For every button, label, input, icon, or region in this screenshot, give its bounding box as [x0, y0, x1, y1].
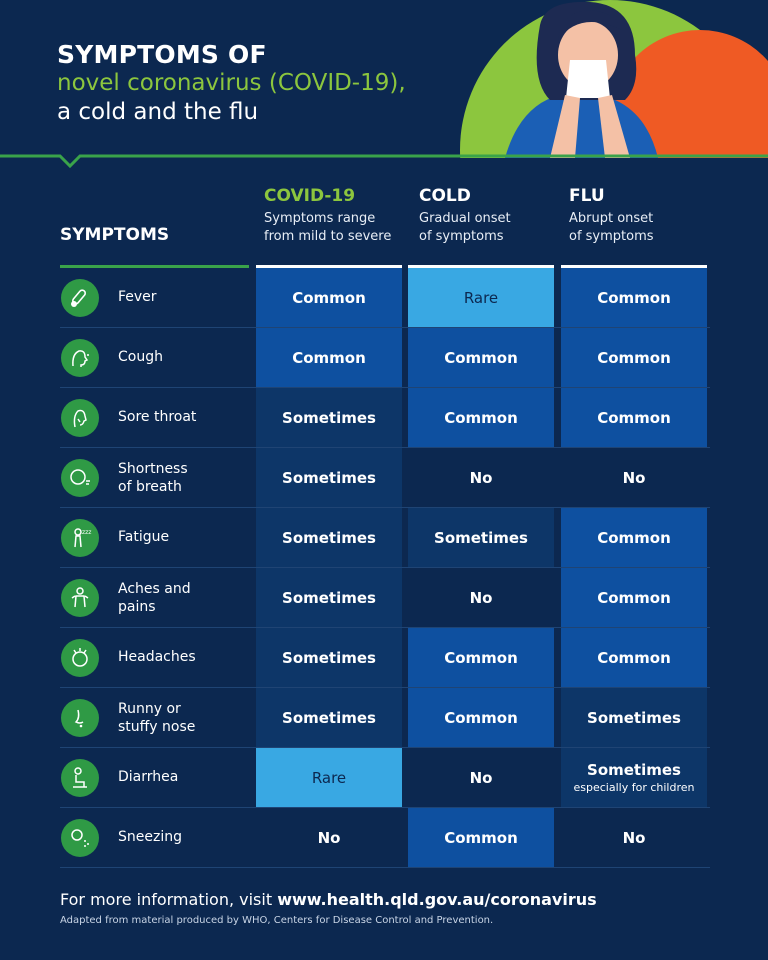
cold-cell: [408, 268, 554, 327]
symptom-label-line-1: Diarrhea: [118, 769, 179, 785]
cold-desc-2: of symptoms: [419, 229, 504, 244]
breath-icon: [61, 459, 99, 497]
aches-icon: [61, 579, 99, 617]
covid-cell: [256, 268, 402, 327]
symptom-label-line-1: Shortness: [118, 461, 188, 477]
cold-value: Common: [444, 828, 518, 847]
flu-cell: [561, 448, 707, 507]
symptom-label-line-2: pains: [118, 599, 156, 615]
symptom-label: [118, 408, 196, 426]
cold-value: No: [469, 468, 493, 487]
cold-value: Sometimes: [434, 528, 528, 547]
symptom-label-line-1: Headaches: [118, 649, 196, 665]
flu-value: Sometimes: [587, 761, 681, 779]
symptom-label-line-1: Aches and: [118, 581, 191, 597]
symptom-label: [118, 768, 178, 786]
header-divider: [0, 150, 768, 170]
cold-cell: [408, 328, 554, 387]
page-title: [57, 40, 406, 127]
covid-cell: [256, 328, 402, 387]
covid-cell: [256, 508, 402, 567]
cold-cell: [408, 508, 554, 567]
svg-text:zzz: zzz: [82, 529, 92, 536]
thermometer-icon: [61, 279, 99, 317]
covid-desc-1: Symptoms range: [264, 211, 376, 226]
covid-value: No: [317, 828, 341, 847]
covid-cell: [256, 448, 402, 507]
symptom-label-line-2: stuffy nose: [118, 719, 196, 735]
flu-value: Common: [597, 348, 671, 367]
symptom-label-line-1: Sore throat: [118, 409, 197, 425]
symptom-label: [118, 580, 191, 616]
covid-column-header: [264, 185, 391, 246]
cold-cell: [408, 688, 554, 747]
cold-value: No: [469, 588, 493, 607]
symptom-label-line-1: Cough: [118, 349, 163, 365]
cold-cell: [408, 388, 554, 447]
cold-desc-1: Gradual onset: [419, 211, 511, 226]
table-row: [0, 508, 768, 568]
symptom-label-line-1: Fever: [118, 289, 157, 305]
symptom-label: [118, 700, 195, 736]
covid-value: Sometimes: [282, 708, 376, 727]
covid-cell: [256, 688, 402, 747]
covid-cell: [256, 388, 402, 447]
title-line-2: novel coronavirus (COVID-19),: [57, 70, 406, 96]
table-row: [0, 568, 768, 628]
covid-value: Sometimes: [282, 588, 376, 607]
cold-value: No: [469, 768, 493, 787]
sneezing-woman-illustration: [430, 0, 768, 158]
flu-name: FLU: [569, 186, 605, 206]
covid-cell: [256, 748, 402, 807]
covid-value: Sometimes: [282, 648, 376, 667]
covid-value: Sometimes: [282, 528, 376, 547]
symptom-label: [118, 528, 169, 546]
covid-value: Sometimes: [282, 468, 376, 487]
flu-desc-1: Abrupt onset: [569, 211, 654, 226]
covid-value: Common: [292, 288, 366, 307]
flu-cell: [561, 808, 707, 867]
flu-value: No: [622, 828, 646, 847]
diarrhea-icon: [61, 759, 99, 797]
footer-prefix: For more information, visit: [60, 890, 278, 909]
covid-value: Rare: [311, 768, 347, 787]
flu-value: Common: [597, 288, 671, 307]
footer-url[interactable]: www.health.qld.gov.au/coronavirus: [277, 890, 597, 909]
cold-cell: [408, 628, 554, 687]
flu-cell: [561, 628, 707, 687]
flu-cell: [561, 268, 707, 327]
symptom-label-line-1: Fatigue: [118, 529, 170, 545]
row-separator: [60, 867, 710, 868]
sore-throat-icon: [61, 399, 99, 437]
flu-value: Common: [597, 408, 671, 427]
flu-value: Common: [597, 528, 671, 547]
covid-cell: [256, 568, 402, 627]
flu-value: Common: [597, 588, 671, 607]
flu-cell: [561, 688, 707, 747]
flu-cell: [561, 508, 707, 567]
footer-info: [60, 890, 597, 909]
flu-column-header: [569, 185, 654, 246]
covid-name: COVID-19: [264, 186, 356, 206]
cold-name: COLD: [419, 186, 471, 206]
sneeze-icon: [61, 819, 99, 857]
cold-column-header: [419, 185, 511, 246]
table-row: [0, 748, 768, 808]
flu-cell: [561, 568, 707, 627]
cough-icon: [61, 339, 99, 377]
symptoms-column-header: SYMPTOMS: [60, 225, 170, 245]
nose-icon: [61, 699, 99, 737]
symptom-label: [118, 348, 163, 366]
covid-value: Sometimes: [282, 408, 376, 427]
footer-credit: Adapted from material produced by WHO, Centers for Disease Control and Prevention.: [60, 915, 494, 926]
flu-note: especially for children: [573, 781, 695, 794]
header: [0, 0, 768, 170]
flu-value: Sometimes: [587, 708, 681, 727]
cold-value: Common: [444, 348, 518, 367]
table-row: [0, 688, 768, 748]
cold-value: Common: [444, 408, 518, 427]
cold-cell: [408, 568, 554, 627]
covid-cell: [256, 628, 402, 687]
symptom-label: [118, 288, 157, 306]
table-row: [0, 268, 768, 328]
title-line-3: a cold and the flu: [57, 99, 259, 125]
flu-cell: [561, 388, 707, 447]
table-row: [0, 328, 768, 388]
covid-cell: [256, 808, 402, 867]
symptom-label-line-1: Sneezing: [118, 829, 182, 845]
flu-desc-2: of symptoms: [569, 229, 654, 244]
table-row: [0, 448, 768, 508]
flu-cell: [561, 328, 707, 387]
fatigue-icon: [61, 519, 99, 557]
title-line-1: SYMPTOMS OF: [57, 40, 267, 69]
table-row: [0, 808, 768, 868]
table-row: [0, 628, 768, 688]
symptom-label: [118, 648, 196, 666]
flu-value: Common: [597, 648, 671, 667]
table-row: [0, 388, 768, 448]
cold-cell: [408, 748, 554, 807]
headache-icon: [61, 639, 99, 677]
cold-value: Common: [444, 708, 518, 727]
covid-value: Common: [292, 348, 366, 367]
covid-desc-2: from mild to severe: [264, 229, 392, 244]
cold-value: Common: [444, 648, 518, 667]
cold-value: Rare: [463, 288, 499, 307]
flu-value: No: [622, 468, 646, 487]
cold-cell: [408, 808, 554, 867]
cold-cell: [408, 448, 554, 507]
symptom-label-line-2: of breath: [118, 479, 182, 495]
symptom-label: [118, 460, 188, 496]
flu-cell: [561, 748, 707, 807]
symptom-label-line-1: Runny or: [118, 701, 181, 717]
symptom-label: [118, 828, 182, 846]
